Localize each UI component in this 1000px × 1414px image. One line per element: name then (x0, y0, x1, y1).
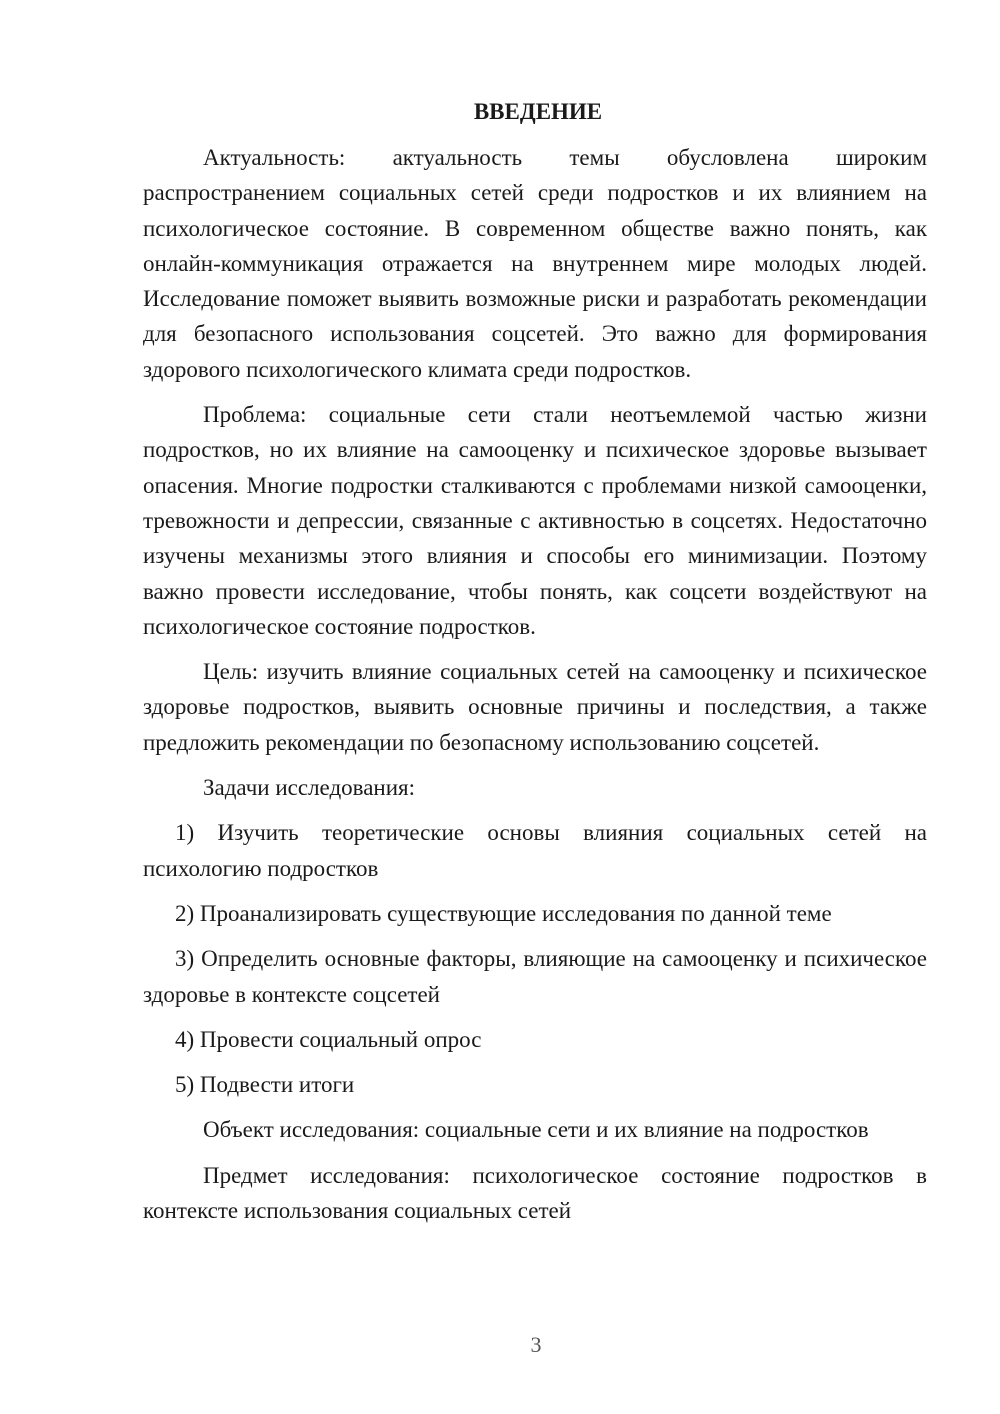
task-item: 4) Провести социальный опрос (175, 1026, 482, 1052)
page-title: ВВЕДЕНИЕ (473, 99, 603, 124)
document-page (143, 92, 927, 1228)
task-item: 1) Изучить теоретические основы влияния социальных сетей на психологию подростков (143, 820, 927, 881)
task-item: 5) Подвести итоги (175, 1072, 355, 1098)
page-number: 3 (530, 1332, 542, 1357)
relevance-paragraph: Актуальность: актуальность темы обусловлена широким распространением социальных сетей среди подростков и их влиянием на психологическое состояние. В современном обществе важно понять, как онлайн-коммуникация отражается на внутреннем мире молодых людей. Исследование поможет выявить возможные риски и разработать рекомендации для безопасного использования соцсетей. Это важно для формирования здорового психологического климата среди подростков. (143, 145, 927, 382)
subject-paragraph: Предмет исследования: психологическое состояние подростков в контексте использования социальных сетей (143, 1162, 927, 1224)
tasks-title: Задачи исследования: (203, 775, 416, 801)
problem-paragraph: Проблема: социальные сети стали неотъемлемой частью жизни подростков, но их влияние на самооценку и психическое здоровье вызывает опасения. Многие подростки сталкиваются с проблемами низкой самооценки, тревожности и депрессии, связанные с активностью в соцсетях. Недостаточно изучены механизмы этого влияния и способы его минимизации. Поэтому важно провести исследование, чтобы понять, как соцсети воздействуют на психологическое состояние подростков. (143, 402, 927, 639)
task-item: 3) Определить основные факторы, влияющие на самооценку и психическое здоровье в контексте соцсетей (143, 946, 927, 1007)
task-item: 2) Проанализировать существующие исследования по данной теме (175, 900, 832, 926)
goal-paragraph: Цель: изучить влияние социальных сетей на самооценку и психическое здоровье подростков, выявить основные причины и последствия, а также предложить рекомендации по безопасному использованию соцсетей. (143, 659, 927, 755)
object-paragraph: Объект исследования: социальные сети и их влияние на подростков (203, 1117, 869, 1143)
